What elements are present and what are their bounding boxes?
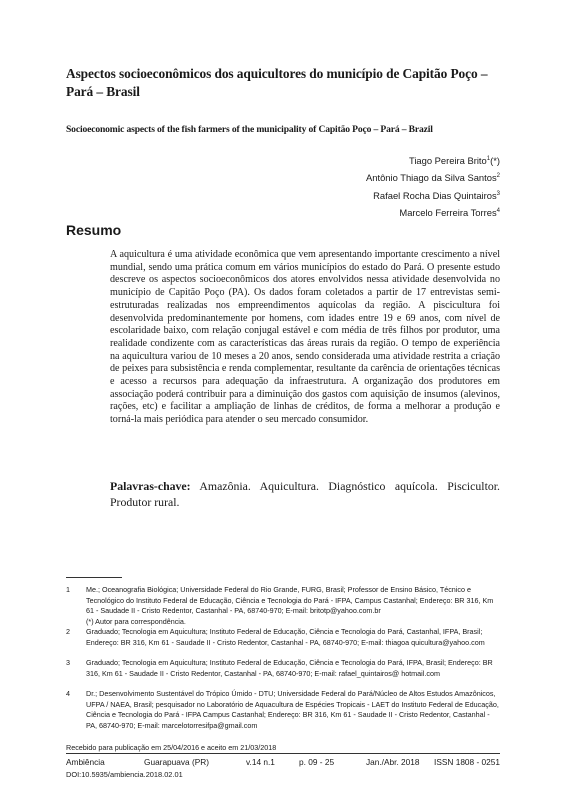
author-affiliation-mark: 4: [496, 207, 500, 214]
keywords-text: Amazônia. Aquicultura. Diagnóstico aquícola. Piscicultor. Produtor rural.: [110, 479, 500, 509]
footnote: [66, 658, 501, 679]
footnote: [66, 689, 501, 731]
abstract-heading: Resumo: [66, 222, 122, 238]
author-line: [366, 152, 500, 169]
author-name: Rafael Rocha Dias Quintairos: [373, 189, 497, 201]
author-line: [366, 169, 500, 186]
author-affiliation-mark: 1: [486, 155, 491, 162]
issn: ISSN 1808 - 0251: [434, 757, 500, 767]
author-list: [366, 152, 500, 221]
footnote-divider: [66, 577, 122, 578]
footnote-note: (*) Autor para correspondência.: [86, 616, 186, 626]
journal-name: Ambiência: [66, 757, 105, 767]
footnote-text: Graduado; Tecnologia em Aquicultura; Instituto Federal de Educação, Ciência e Tecnologia do Pará, Castanhal, IFPA, Brasil; Endereço: BR 316, Km 61 - Saudade II - Cristo Redentor, Castanhal - PA, 68740-970; E-mail: thiagoa quicultura@yahoo.com: [86, 627, 485, 647]
footnote-text: Me.; Oceanografia Biológica; Universidade Federal do Rio Grande, FURG, Brasil; Professor de Ensino Básico, Técnico e Tecnológico do Instituto Federal de Educação, Ciência e Tecnologia do Pará - IFPA, Campus Castanhal; Endereço: BR 316, Km 61 - Saudade II - Cristo Redentor, Castanhal - PA, 68740-970; E-mail: britotp@yahoo.com.br: [86, 585, 494, 616]
article-title-english: Socioeconomic aspects of the fish farmers of the municipality of Capitão Poço – Pará – Brazil: [66, 124, 433, 135]
author-name: Antônio Thiago da Silva Santos: [366, 172, 497, 184]
keywords-label: Palavras-chave:: [110, 479, 191, 493]
keywords: [110, 479, 500, 510]
journal-city: Guarapuava (PR): [144, 757, 210, 767]
footnote: [66, 627, 501, 648]
footnote-text: Dr.; Desenvolvimento Sustentável do Trópico Úmido - DTU; Universidade Federal do Pará/Núcleo de Altos Estudos Amazônicos, UFPA / NAEA, Brasil; pesquisador no Laboratório de Aquacultura de Espécies Tropicais - LAET do Instituto Federal de Educação, Ciência e Tecnologia do Pará - IFPA Campus Castanhal; Endereço: BR 316, Km 61 - Saudade II - Cristo Redentor, Castanhal - PA, 68740-970; E-mail: marcelotorresifpa@gmail.com: [86, 689, 499, 730]
footnote: [66, 585, 501, 627]
author-name: Tiago Pereira Brito: [408, 155, 487, 166]
footnote-number: 3: [66, 658, 70, 667]
journal-volume: v.14 n.1: [246, 757, 275, 767]
footer-divider: [66, 753, 500, 754]
received-date: Recebido para publicação em 25/04/2016 e aceito em 21/03/2018: [66, 743, 277, 752]
issue-date: Jan./Abr. 2018: [366, 757, 420, 767]
footnote-number: 2: [66, 627, 70, 636]
author-affiliation-mark: 3: [496, 190, 500, 197]
page-range: p. 09 - 25: [299, 757, 335, 767]
abstract-body: A aquicultura é uma atividade econômica que vem apresentando importante crescimento a nível mundial, sendo uma prática comum em vários municípios do estado do Pará. O presente estudo descreve os aspectos socioeconômicos dos atores envolvidos nessa atividade desenvolvida no município de Capitão Poço (PA). Os dados foram coletados a partir de 17 entrevistas semi-estruturadas realizadas nos empreendimentos aquícolas da região. A piscicultura foi desenvolvida predominantemente por homens, com idades entre 19 e 69 anos, com nível de escolaridade baixo, com relação conjugal estável e com média de três filhos por produtor, uma realidade condizente com as características das áreas rurais da região. O tempo de experiência na aquicultura variou de 10 meses a 20 anos, sendo considerada uma atividade restrita a criação de peixes para subsistência e renda complementar, resultante da carência de orientações técnicas e acesso a recursos para adequação da infraestrutura. A organização dos produtores em associação poderá contribuir para a diminuição dos gastos com aquisição de insumos (alevinos, rações, etc) e facilitar a ampliação de linhas de créditos, de forma a melhorar a produção e torná-la mais periódica para atender o seu mercado consumidor.: [110, 249, 500, 426]
footnote-number: 4: [66, 689, 70, 698]
author-affiliation-mark: 2: [496, 173, 500, 180]
journal-footer: [66, 757, 500, 769]
author-line: [366, 187, 500, 204]
article-title: Aspectos socioeconômicos dos aquicultores do município de Capitão Poço – Pará – Brasil: [66, 66, 488, 99]
author-name: Marcelo Ferreira Torres: [399, 206, 497, 218]
footnote-text: Graduado; Tecnologia em Aquicultura; Instituto Federal de Educação, Ciência e Tecnologia do Pará, IFPA, Brasil; Endereço: BR 316, Km 61 - Saudade II - Cristo Redentor, Castanhal - PA, 68740-970; E-mail: rafael_quintairos@ hotmail.com: [86, 658, 493, 678]
footnote-number: 1: [66, 585, 70, 594]
doi: DOI:10.5935/ambiencia.2018.02.01: [66, 770, 183, 779]
corresponding-author-mark: (*): [490, 155, 500, 166]
author-line: [366, 204, 500, 221]
